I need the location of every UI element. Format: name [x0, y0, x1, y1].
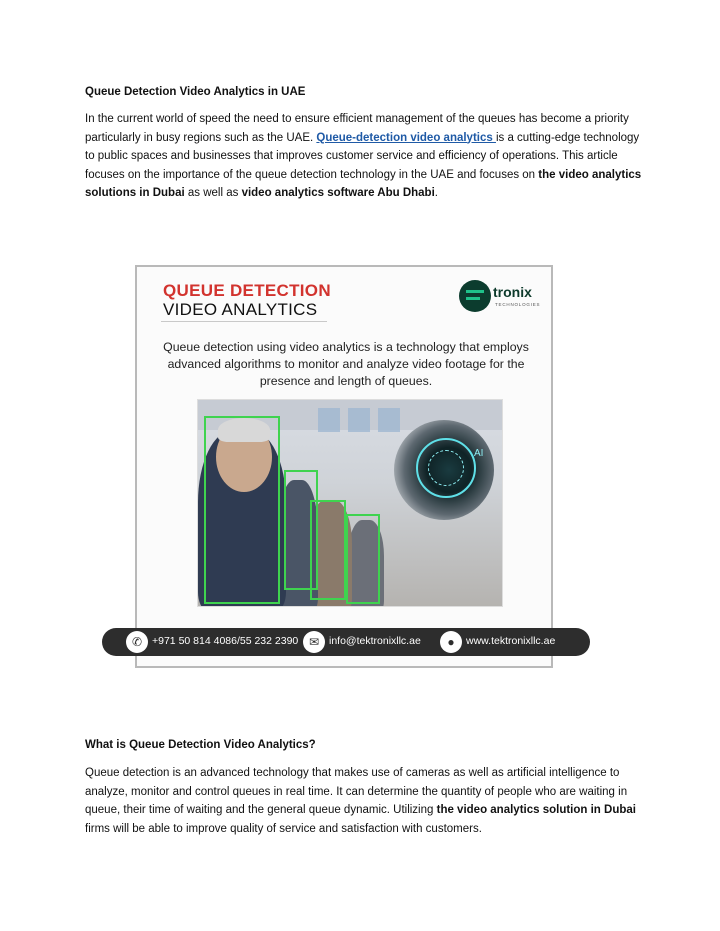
- logo-text: tronix: [493, 284, 532, 300]
- intro-text-2: is a cutting-edge technology to public spaces and businesses that improves customer service and efficiency of operations. This article focuses on the importance of the queue detection technology in the UAE and focuses on: [85, 131, 640, 181]
- intro-text-1: In the current world of speed the need to ensure efficient management of the queues has become a priority particularly in busy regions such as the UAE.: [85, 113, 629, 144]
- section-heading-what-is: What is Queue Detection Video Analytics?: [85, 739, 316, 751]
- tek-logo-icon: [459, 280, 491, 312]
- detection-box: [310, 500, 346, 600]
- what-is-text-1: Queue detection is an advanced technology that makes use of cameras as well as artificial intelligence to analyze, monitor and control queues in real time. It can determine the quantity of people who are waiting in queue, their time of waiting and the general queue dynamic. Utilizing: [85, 767, 628, 816]
- detection-box: [204, 416, 280, 604]
- banner-description: Queue detection using video analytics is a technology that employs advanced algorithms to monitor and analyze video footage for the presence and length of queues.: [163, 340, 529, 388]
- logo-subtitle: TECHNOLOGIES: [495, 302, 541, 307]
- contact-website: www.tektronixllc.ae: [466, 635, 556, 647]
- camera-ai-label: AI: [474, 448, 484, 459]
- contact-email: info@tektronixllc.ae: [329, 635, 421, 647]
- banner-title-line2: VIDEO ANALYTICS: [163, 300, 318, 319]
- photo-window: [378, 408, 400, 432]
- what-is-paragraph: [85, 764, 645, 838]
- contact-phone: +971 50 814 4086/55 232 2390: [152, 635, 299, 647]
- queue-camera-photo: [197, 399, 503, 607]
- photo-window: [348, 408, 370, 432]
- globe-icon: ●: [440, 631, 462, 653]
- section-heading-queue-detection-uae: Queue Detection Video Analytics in UAE: [85, 86, 306, 98]
- queue-detection-banner-image: [135, 265, 556, 668]
- what-is-bold-dubai: the video analytics solution in Dubai: [436, 804, 636, 816]
- tektronix-logo: [459, 280, 545, 314]
- contact-bar: [102, 628, 590, 656]
- banner-title-line1: QUEUE DETECTION: [163, 281, 331, 300]
- queue-detection-link[interactable]: Queue-detection video analytics: [316, 131, 496, 144]
- mail-icon: ✉: [303, 631, 325, 653]
- banner-divider: [161, 321, 327, 322]
- phone-icon: ✆: [126, 631, 148, 653]
- intro-paragraph: [85, 110, 645, 203]
- intro-bold-dubai: the video analytics solutions in Dubai: [85, 168, 642, 199]
- photo-window: [318, 408, 340, 432]
- intro-text-3: as well as: [184, 187, 242, 199]
- intro-text-4: .: [434, 187, 438, 199]
- camera-scan-ring: [428, 450, 464, 486]
- detection-box: [346, 514, 380, 604]
- intro-bold-abu-dhabi: video analytics software Abu Dhabi: [241, 187, 435, 199]
- what-is-text-2: firms will be able to improve quality of service and satisfaction with customers.: [85, 822, 482, 835]
